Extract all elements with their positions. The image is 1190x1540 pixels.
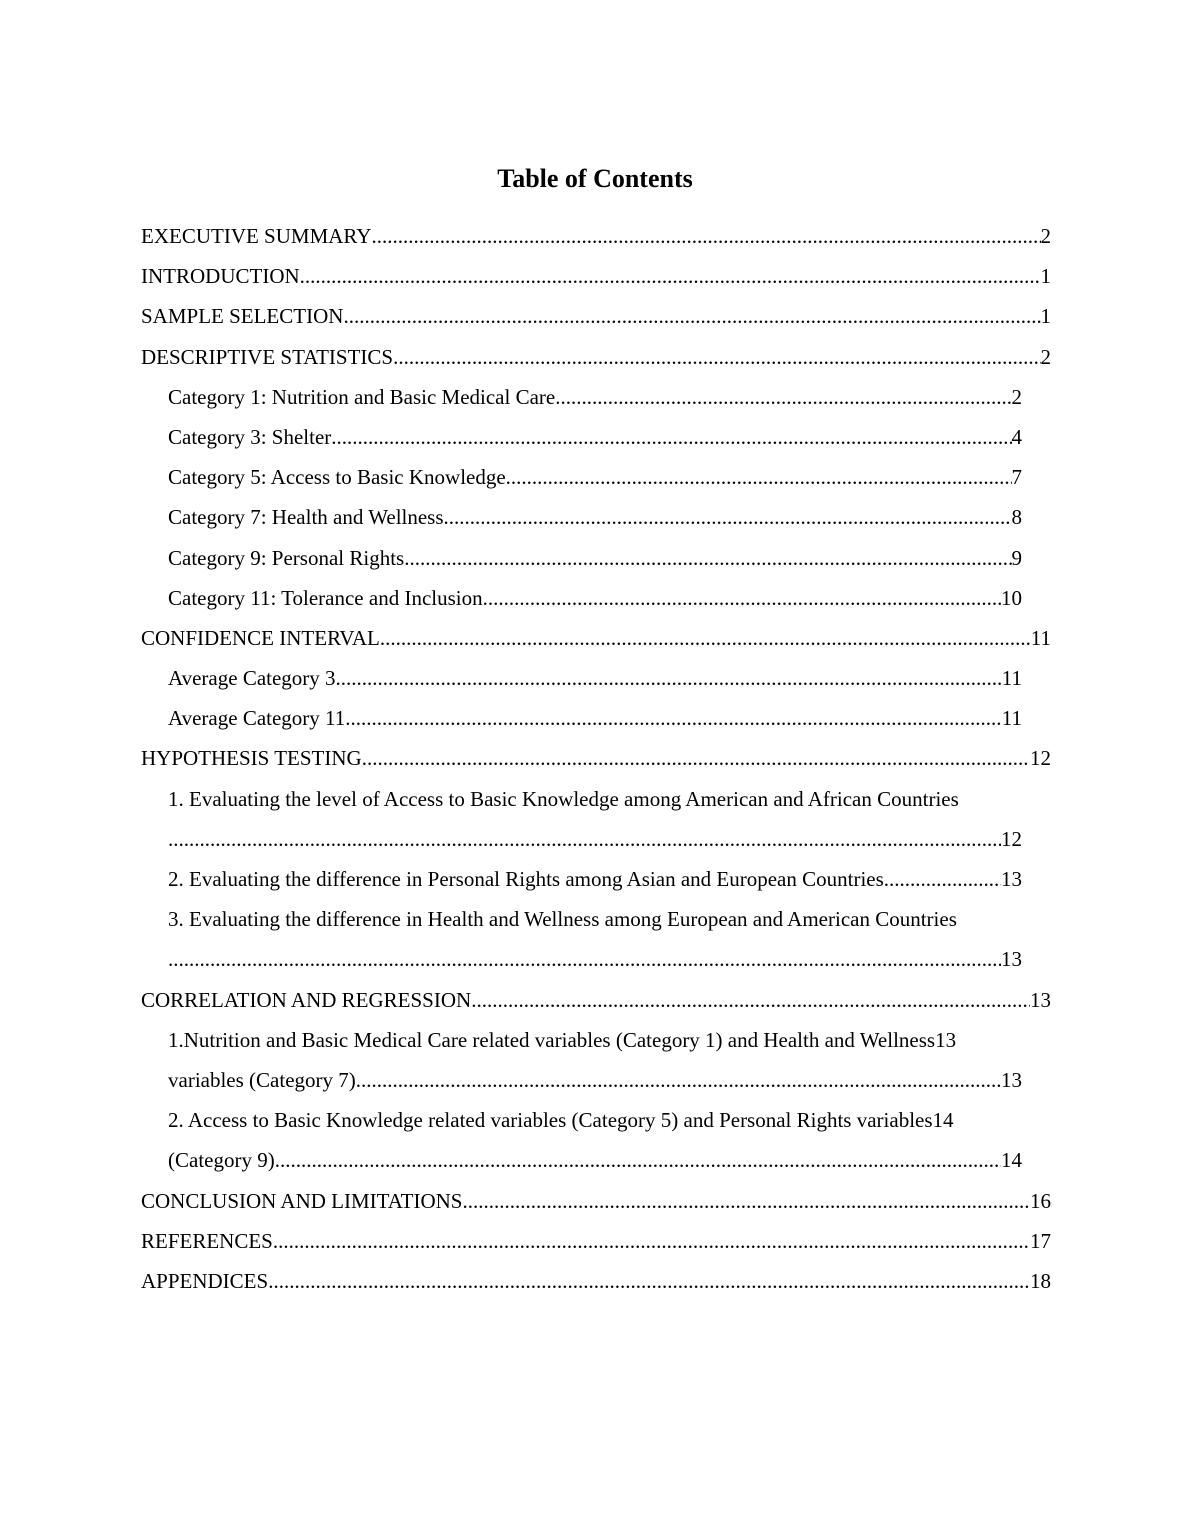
toc-entry-page-number: 13 <box>1001 1067 1022 1092</box>
toc-dot-leader <box>168 939 1001 979</box>
toc-dot-leader <box>506 457 1012 497</box>
toc-entry[interactable] <box>141 1181 1051 1221</box>
toc-title: Table of Contents <box>497 164 693 193</box>
toc-entry[interactable] <box>141 939 1022 979</box>
toc-entry[interactable] <box>141 899 1022 939</box>
toc-entry-label: REFERENCES <box>141 1228 273 1253</box>
toc-entry-page-number: 14 <box>1001 1148 1022 1173</box>
toc-entry-label: Average Category 3 <box>168 666 336 691</box>
toc-entry-label: Category 11: Tolerance and Inclusion <box>168 585 483 610</box>
toc-entry[interactable] <box>141 256 1051 296</box>
toc-entry-label: Category 5: Access to Basic Knowledge <box>168 465 506 490</box>
toc-entry[interactable] <box>141 618 1051 658</box>
toc-dot-leader <box>404 538 1011 578</box>
toc-entry[interactable] <box>141 779 1022 819</box>
toc-entry-page-number: 10 <box>1001 585 1022 610</box>
toc-dot-leader <box>343 296 1040 336</box>
toc-dot-leader <box>273 1221 1030 1261</box>
toc-entry[interactable] <box>141 819 1022 859</box>
toc-entry[interactable] <box>141 1020 1022 1060</box>
toc-entry-page-number: 11 <box>1001 706 1022 731</box>
toc-dot-leader <box>444 497 1012 537</box>
toc-dot-leader <box>345 698 1002 738</box>
toc-entry-label: 1.Nutrition and Basic Medical Care related variables (Category 1) and Health and Wellness13 <box>168 1027 957 1052</box>
toc-entry[interactable] <box>141 1140 1022 1180</box>
toc-entry-label: HYPOTHESIS TESTING <box>141 746 362 771</box>
toc-dot-leader <box>275 1140 1001 1180</box>
toc-entry[interactable] <box>141 698 1022 738</box>
toc-entry-label: 2. Access to Basic Knowledge related variables (Category 5) and Personal Rights variables14 <box>168 1108 954 1133</box>
toc-entry-label: 3. Evaluating the difference in Health and Wellness among European and American Countries <box>168 907 957 932</box>
toc-entry-page-number: 12 <box>1001 826 1022 851</box>
toc-entry-page-number: 16 <box>1030 1188 1051 1213</box>
toc-entry-label: EXECUTIVE SUMMARY <box>141 224 372 248</box>
toc-entry[interactable] <box>141 497 1022 537</box>
toc-entry[interactable] <box>141 337 1051 377</box>
toc-dot-leader <box>362 738 1030 778</box>
toc-dot-leader <box>371 216 1040 256</box>
toc-dot-leader <box>471 980 1030 1020</box>
toc-entry[interactable] <box>141 738 1051 778</box>
toc-entry-page-number: 2 <box>1040 344 1051 369</box>
toc-entry[interactable] <box>141 980 1051 1020</box>
toc-entry-page-number: 17 <box>1030 1228 1051 1253</box>
toc-entry-label: INTRODUCTION <box>141 264 300 289</box>
toc-entry-label: (Category 9) <box>168 1148 275 1173</box>
toc-dot-leader <box>331 417 1011 457</box>
toc-entry[interactable] <box>141 377 1022 417</box>
toc-entry-label: CONCLUSION AND LIMITATIONS <box>141 1188 463 1213</box>
toc-dot-leader <box>268 1261 1030 1301</box>
toc-entry[interactable] <box>141 578 1022 618</box>
toc-entry-page-number: 1 <box>1040 264 1051 289</box>
toc-entry-label: SAMPLE SELECTION <box>141 304 344 329</box>
toc-dot-leader <box>168 819 1001 859</box>
toc-entry-page-number: 18 <box>1030 1268 1051 1293</box>
toc-dot-leader <box>393 337 1040 377</box>
toc-entry-label: Category 7: Health and Wellness <box>168 505 444 530</box>
toc-entry-label: APPENDICES <box>141 1268 269 1293</box>
toc-dot-leader <box>380 618 1031 658</box>
toc-entry-page-number: 13 <box>1030 987 1051 1012</box>
toc-entry-label: CORRELATION AND REGRESSION <box>141 987 472 1012</box>
toc-entry-page-number: 12 <box>1030 746 1051 771</box>
toc-list <box>141 216 1051 1301</box>
toc-entry-page-number: 8 <box>1011 505 1022 530</box>
toc-entry-label: Category 3: Shelter <box>168 424 332 449</box>
toc-entry-page-number: 13 <box>1001 867 1022 891</box>
toc-entry[interactable] <box>141 859 1022 899</box>
toc-entry-label: variables (Category 7) <box>168 1067 356 1092</box>
toc-entry[interactable] <box>141 1060 1022 1100</box>
toc-dot-leader <box>356 1060 1001 1100</box>
toc-entry[interactable] <box>141 296 1051 336</box>
toc-entry-label: Category 9: Personal Rights <box>168 545 405 570</box>
toc-entry-label: 2. Evaluating the difference in Personal Rights among Asian and European Countries. <box>168 867 890 891</box>
toc-entry-page-number: 7 <box>1011 465 1022 490</box>
toc-entry[interactable] <box>141 1221 1051 1261</box>
toc-entry[interactable] <box>141 1100 1022 1140</box>
toc-entry[interactable] <box>141 1261 1051 1301</box>
toc-entry-page-number: 11 <box>1030 625 1051 650</box>
toc-entry-page-number: 13 <box>1001 947 1022 972</box>
toc-dot-leader <box>336 658 1002 698</box>
toc-entry[interactable] <box>141 417 1022 457</box>
toc-entry-page-number: 2 <box>1040 224 1051 248</box>
toc-entry-page-number: 11 <box>1001 666 1022 691</box>
toc-entry[interactable] <box>141 658 1022 698</box>
toc-entry-label: 1. Evaluating the level of Access to Basic Knowledge among American and African Countries <box>168 786 959 811</box>
toc-entry-page-number: 4 <box>1011 424 1022 449</box>
toc-entry-label: CONFIDENCE INTERVAL <box>141 625 380 650</box>
toc-entry-label: Category 1: Nutrition and Basic Medical Care <box>168 384 556 409</box>
toc-entry-label: Average Category 11 <box>168 706 346 731</box>
toc-entry-page-number: 1 <box>1040 304 1051 329</box>
toc-dot-leader <box>483 578 1001 618</box>
toc-dot-leader <box>889 859 1001 899</box>
toc-dot-leader <box>555 377 1011 417</box>
toc-dot-leader <box>300 256 1041 296</box>
toc-entry-page-number: 2 <box>1011 384 1022 409</box>
toc-dot-leader <box>462 1181 1030 1221</box>
toc-entry[interactable] <box>141 538 1022 578</box>
toc-entry-label: DESCRIPTIVE STATISTICS <box>141 344 394 369</box>
toc-entry[interactable] <box>141 216 1051 256</box>
toc-entry-page-number: 9 <box>1011 545 1022 570</box>
toc-entry[interactable] <box>141 457 1022 497</box>
